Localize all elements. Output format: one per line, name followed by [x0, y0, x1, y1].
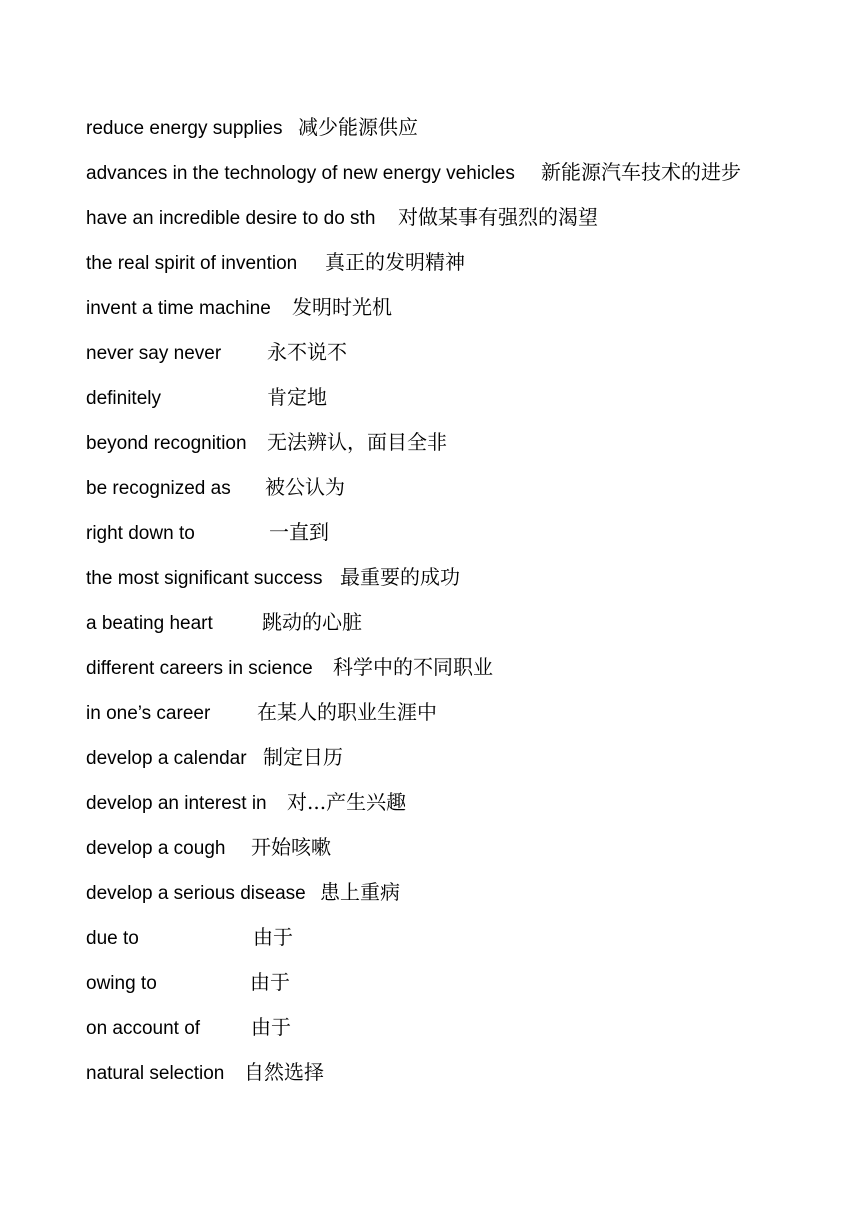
chinese-meaning: 开始咳嗽	[251, 835, 331, 859]
english-phrase: develop a calendar	[86, 748, 247, 769]
chinese-meaning: 无法辨认，面目全非	[267, 430, 447, 454]
english-phrase: right down to	[86, 523, 195, 544]
english-phrase: different careers in science	[86, 658, 313, 679]
vocab-entry	[86, 697, 437, 727]
chinese-meaning: 制定日历	[263, 745, 343, 769]
english-phrase: develop a cough	[86, 838, 226, 859]
vocab-entry	[86, 652, 493, 682]
english-phrase: develop an interest in	[86, 793, 267, 814]
chinese-meaning: 由于	[251, 1015, 291, 1039]
chinese-meaning: 新能源汽车技术的进步	[541, 160, 741, 184]
english-phrase: be recognized as	[86, 478, 231, 499]
vocab-entry	[86, 112, 418, 142]
english-phrase: a beating heart	[86, 613, 213, 634]
vocab-entry	[86, 1012, 291, 1042]
vocab-entry	[86, 832, 331, 862]
vocab-entry	[86, 562, 460, 592]
chinese-meaning: 对...产生兴趣	[287, 790, 407, 814]
chinese-meaning: 自然选择	[244, 1060, 324, 1084]
chinese-meaning: 发明时光机	[292, 295, 392, 319]
vocab-entry	[86, 742, 343, 772]
chinese-meaning: 对做某事有强烈的渴望	[398, 205, 598, 229]
vocab-entry	[86, 382, 327, 412]
chinese-meaning: 科学中的不同职业	[333, 655, 493, 679]
vocab-entry	[86, 787, 406, 817]
chinese-meaning: 真正的发明精神	[325, 250, 465, 274]
vocab-entry	[86, 1057, 324, 1087]
english-phrase: in one’s career	[86, 703, 211, 724]
vocab-entry	[86, 337, 347, 367]
english-phrase: natural selection	[86, 1063, 225, 1084]
vocab-entry	[86, 607, 362, 637]
english-phrase: advances in the technology of new energy vehicles	[86, 163, 515, 184]
english-phrase: on account of	[86, 1018, 201, 1039]
chinese-meaning: 跳动的心脏	[262, 610, 362, 634]
vocab-entry	[86, 967, 290, 997]
vocab-entry	[86, 877, 400, 907]
vocab-entry	[86, 247, 465, 277]
english-phrase: never say never	[86, 343, 222, 364]
english-phrase: the real spirit of invention	[86, 253, 298, 274]
english-phrase: owing to	[86, 973, 157, 994]
chinese-meaning: 在某人的职业生涯中	[257, 700, 437, 724]
vocab-entry	[86, 922, 293, 952]
chinese-meaning: 肯定地	[267, 385, 327, 409]
vocab-entry	[86, 292, 392, 322]
chinese-meaning: 由于	[250, 970, 290, 994]
english-phrase: reduce energy supplies	[86, 118, 283, 139]
chinese-meaning: 减少能源供应	[298, 115, 418, 139]
english-phrase: beyond recognition	[86, 433, 247, 454]
vocab-entry	[86, 202, 598, 232]
vocab-entry	[86, 427, 447, 457]
chinese-meaning: 一直到	[269, 520, 329, 544]
english-phrase: invent a time machine	[86, 298, 271, 319]
chinese-meaning: 永不说不	[267, 340, 347, 364]
chinese-meaning: 最重要的成功	[340, 565, 460, 589]
english-phrase: the most significant success	[86, 568, 323, 589]
vocab-entry	[86, 472, 345, 502]
chinese-meaning: 被公认为	[265, 475, 345, 499]
english-phrase: have an incredible desire to do sth	[86, 208, 376, 229]
chinese-meaning: 患上重病	[320, 880, 400, 904]
vocab-entry	[86, 157, 741, 187]
chinese-meaning: 由于	[253, 925, 293, 949]
english-phrase: develop a serious disease	[86, 883, 306, 904]
vocab-entry	[86, 517, 329, 547]
english-phrase: due to	[86, 928, 139, 949]
english-phrase: definitely	[86, 388, 161, 409]
